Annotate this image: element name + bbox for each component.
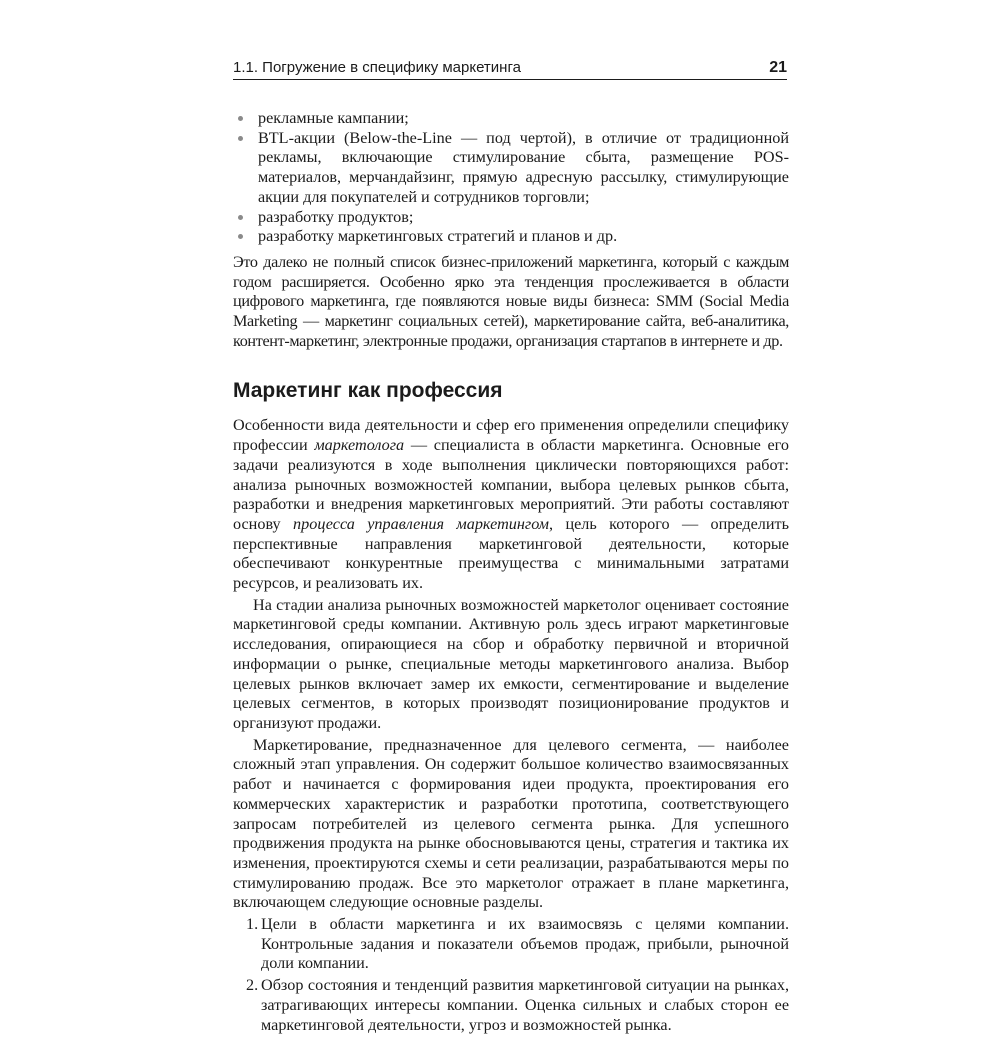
item-text: Цели в области маркетинга и их взаимосвязь с целями компании. Контрольные задания и показатели объемов продаж, прибыли, рыночной доли компании. [261,915,789,973]
bullet-item: BTL-акции (Below-the-Line — под чертой), в отличие от традиционной рекламы, включающие стимулирование сбыта, размещение POS-материалов, мерчандайзинг, прямую адресную рассылку, стимулирующие акции для покупателей и сотрудников торговли; [233,129,789,208]
italic-term: маркетолога [314,436,405,455]
text-run: — специалиста в области маркетинга. Основные его задачи реализуются в ходе выполнения циклически повторяющихся работ: анализа рыночных возможностей компании, выбора целевых рынков сбыта, разработки и внедрения маркетинговых мероприятий. Эти работы составляют основу [233,436,789,533]
text-run: Особенности вида деятельности и сфер его применения определили специфику профессии [233,416,789,455]
bullet-item: рекламные кампании; [233,109,789,129]
body-text [233,109,789,1037]
numbered-list [233,915,789,1035]
numbered-item [233,915,789,974]
numbered-item [233,976,789,1035]
paragraph-business-applications: Это далеко не полный список бизнес-приложений маркетинга, который с каждым годом расширяется. Особенно ярко эта тенденция прослеживается в области цифрового маркетинга, где появляются новые виды бизнеса: SMM (Social Media Marketing — маркетинг социальных сетей), маркетирование сайта, веб-аналитика, контент-маркетинг, электронные продажи, организация стартапов в интернете и др. [233,252,789,350]
paragraph-profession [233,416,789,593]
paragraph-market-analysis: На стадии анализа рыночных возможностей маркетолог оценивает состояние маркетинговой среды компании. Активную роль здесь играют маркетинговые исследования, опирающиеся на сбор и обработку первичной и вторичной информации о рынке, специальные методы маркетингового анализа. Выбор целевых рынков включает замер их емкости, сегментирование и выделение целевых сегментов, в которых производят позиционирование продуктов и организуют продажи. [233,595,789,732]
text-run: , цель которого — определить перспективные направления маркетинговой деятельности, которые обеспечивают конкурентные преимущества с минимальными затратами ресурсов, и реализовать их. [233,514,789,593]
italic-term: процесса управления маркетингом [293,514,550,533]
bullet-item: разработку маркетинговых стратегий и планов и др. [233,227,789,247]
item-number: 1. [246,915,259,934]
paragraph-marketing-plan: Маркетирование, предназначенное для целевого сегмента, — наиболее сложный этап управления. Он содержит большое количество взаимосвязанных работ и начинается с формирования идеи продукта, проектирования его коммерческих характеристик и разработки прототипа, соответствующего запросам потребителей из целевого сегмента рынка. Для успешного продвижения продукта на рынке обосновываются цены, стратегия и тактика их изменения, проектируются схемы и сети реализации, разрабатываются меры по стимулированию продаж. Все это маркетолог отражает в плане маркетинга, включающем следующие основные разделы. [233,735,789,912]
section-title: 1.1. Погружение в специфику маркетинга [233,59,521,76]
bullet-item: разработку продуктов; [233,208,789,228]
running-header [233,58,787,80]
page-number: 21 [769,59,787,76]
item-text: Обзор состояния и тенденций развития маркетинговой ситуации на рынках, затрагивающих интересы компании. Оценка сильных и слабых сторон ее маркетинговой деятельности, угроз и возможностей рынка. [261,976,789,1034]
section-heading: Маркетинг как профессия [233,379,503,403]
bullet-list [233,109,789,247]
item-number: 2. [246,976,259,995]
